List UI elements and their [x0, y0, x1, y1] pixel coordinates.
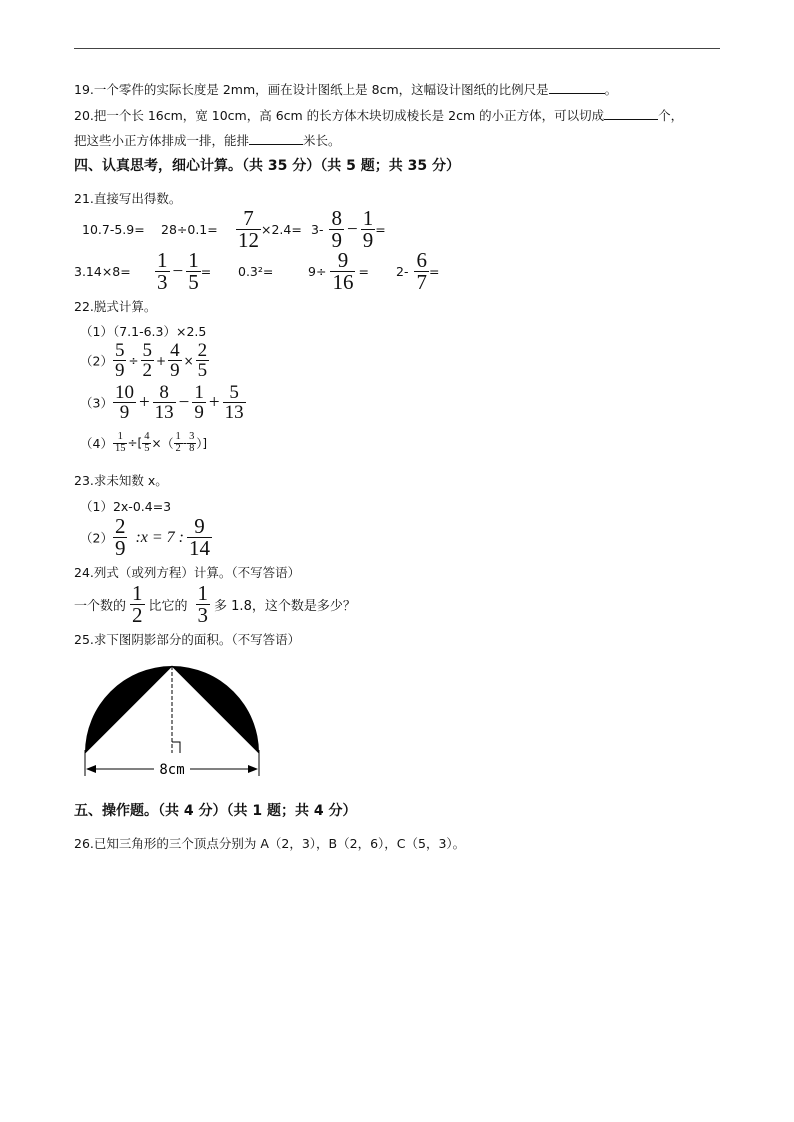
question-20-line2: [74, 131, 341, 149]
q21-item-8: 9÷ $\frac{9}{16}$ =: [308, 248, 369, 294]
q19-answer-blank[interactable]: [549, 81, 605, 94]
q21-item-2: 28÷0.1=: [161, 222, 218, 237]
section-4-heading: 四、认真思考，细心计算。（共 35 分）（共 5 题；共 35 分）: [74, 158, 460, 174]
fraction: $\frac{4}{5}$: [144, 431, 150, 454]
q20-text-b: 个，: [658, 108, 684, 123]
q21-item-9: 2- $\frac{6}{7}$ =: [396, 248, 440, 294]
q20-text-d: 米长。: [303, 133, 341, 148]
fraction: $\frac{4}{9}$: [170, 340, 180, 381]
q21-item-7: 0.3²=: [238, 264, 274, 279]
q20-answer-blank-2[interactable]: [249, 132, 303, 145]
q21-intro: 21.直接写出得数。: [74, 191, 182, 206]
arrow-right-icon: [248, 765, 258, 773]
fraction: $\frac{6}{7}$: [416, 248, 427, 294]
fraction: $\frac{1}{5}$: [188, 248, 199, 294]
q21-item-3: $\frac{7}{12}$ ×2.4=: [238, 206, 302, 252]
q22-part-1: （1）（7.1-6.3）×2.5: [80, 324, 207, 339]
q24-problem: 一个数的 $\frac{1}{2}$ 比它的 $\frac{1}{3}$ 多 1.8，这个数是多少？: [74, 581, 356, 627]
q21-item-1: 10.7-5.9=: [82, 222, 145, 237]
fraction: $\frac{2}{5}$: [197, 340, 208, 381]
fraction: $\frac{7}{12}$: [238, 206, 259, 252]
fraction: $\frac{5}{9}$: [114, 340, 125, 381]
q20-text: 20.把一个长 16cm，宽 10cm，高 6cm 的长方体木块切成棱长是 2cm 的小正方体，可以切成: [74, 108, 605, 123]
fraction: $\frac{8}{13}$: [154, 382, 174, 423]
q22-intro: 22.脱式计算。: [74, 299, 157, 314]
fraction: $\frac{1}{9}$: [362, 206, 374, 252]
q25-intro: 25.求下图阴影部分的面积。（不写答语）: [74, 632, 301, 647]
question-19: [74, 80, 617, 98]
question-20: [74, 106, 683, 124]
q21-item-6: $\frac{1}{3}$ − $\frac{1}{5}$ =: [157, 248, 212, 294]
shaded-area-figure: [74, 660, 274, 785]
fraction: $\frac{3}{8}$: [189, 431, 195, 454]
fraction: $\frac{1}{2}$: [132, 581, 143, 627]
fraction: $\frac{9}{16}$: [332, 248, 354, 294]
dimension-label: 8cm: [159, 762, 185, 778]
q23-part-1: （1）2x-0.4=3: [80, 499, 172, 514]
fraction: $\frac{5}{13}$: [224, 382, 244, 423]
fraction: $\frac{9}{14}$: [189, 514, 211, 560]
fraction: $\frac{10}{9}$: [114, 382, 134, 423]
q22-part-3: （3） $\frac{10}{9}$ + $\frac{8}{13}$ − $\frac{1}{9}$ + $\frac{5}{13}$: [80, 382, 244, 423]
q23-part-2: （2） $\frac{2}{9}$ :x = 7 : $\frac{9}{14}$: [80, 514, 211, 560]
q19-text-end: 。: [604, 82, 618, 97]
fraction: $\frac{1}{9}$: [194, 382, 204, 423]
header-rule: [74, 48, 720, 49]
q24-intro: 24.列式（或列方程）计算。（不写答语）: [74, 565, 301, 580]
section-5-heading: 五、操作题。（共 4 分）（共 1 题；共 4 分）: [74, 803, 357, 819]
q19-text: 19.一个零件的实际长度是 2mm，画在设计图纸上是 8cm，这幅设计图纸的比例尺是: [74, 82, 549, 97]
fraction: $\frac{5}{2}$: [142, 340, 153, 381]
q20-text-c: 把这些小正方体排成一排，能排: [74, 133, 250, 148]
q22-part-4: （4） $\frac{1}{15}$ ÷[ $\frac{4}{5}$ ×（ $\frac{1}{2}$ - $\frac{3}{8}$ ）]: [80, 431, 208, 454]
q21-item-4: 3- $\frac{8}{9}$ − $\frac{1}{9}$ =: [311, 206, 386, 252]
fraction: $\frac{1}{3}$: [157, 248, 168, 294]
fraction: $\frac{1}{15}$: [114, 431, 126, 454]
q22-part-2: （2） $\frac{5}{9}$ ÷ $\frac{5}{2}$ + $\frac{4}{9}$ × $\frac{2}{5}$: [80, 340, 208, 381]
fraction: $\frac{8}{9}$: [331, 206, 342, 252]
q21-item-5: 3.14×8=: [74, 264, 131, 279]
q23-intro: 23.求未知数 x。: [74, 473, 168, 488]
question-26: 26.已知三角形的三个顶点分别为 A（2，3），B（2，6），C（5，3）。: [74, 836, 466, 851]
q20-answer-blank-1[interactable]: [604, 107, 658, 120]
fraction: $\frac{2}{9}$: [114, 514, 126, 560]
fraction: $\frac{1}{3}$: [197, 581, 209, 627]
fraction: $\frac{1}{2}$: [175, 431, 181, 454]
arrow-left-icon: [86, 765, 96, 773]
